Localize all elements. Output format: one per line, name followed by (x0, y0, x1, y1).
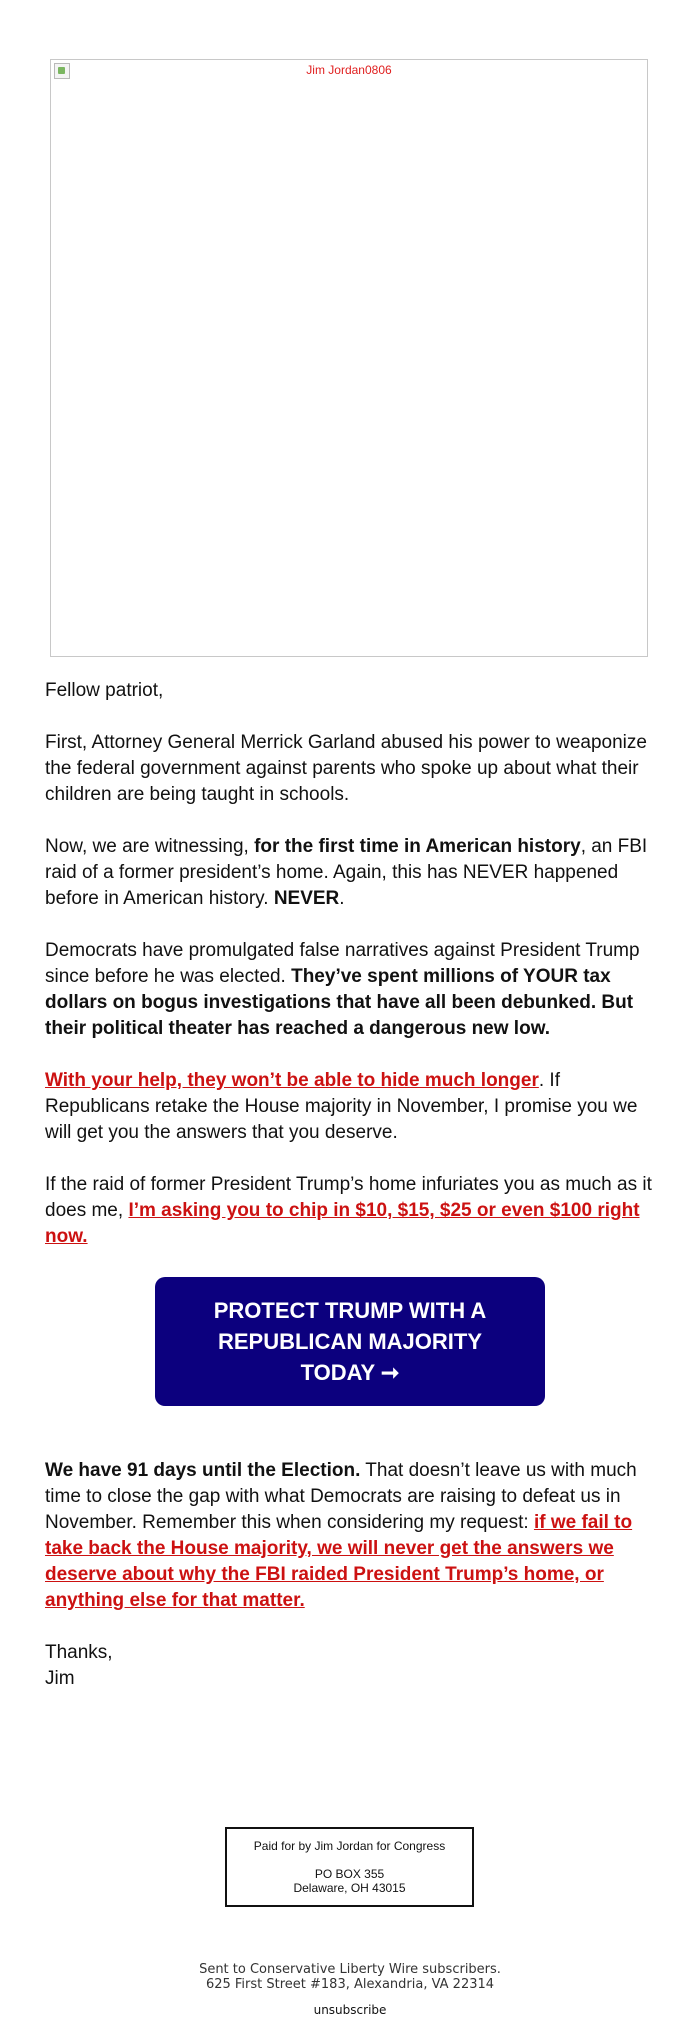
po-box: PO BOX 355 (314, 1867, 385, 1881)
bold-first-time: for the first time in American history (254, 836, 581, 857)
house-majority-link[interactable]: if we fail to take back the House majority, we will never get the answers we deserve about why the FBI raided President Trump’s home, or anything else for that matter. (45, 1512, 633, 1611)
city-state-zip: Delaware, OH 43015 (293, 1881, 406, 1895)
thanks: Thanks, (45, 1642, 113, 1663)
paragraph-fbi-raid: Now, we are witnessing, for the first time in American history, an FBI raid of a former president’s home. Again, this has NEVER happened before in American history. NEVER. (45, 836, 648, 909)
sign-off (45, 1640, 660, 1692)
paragraph-garland: First, Attorney General Merrick Garland abused his power to weaponize the federal government against parents who spoke up about what their children are being taught in schools. (45, 732, 647, 805)
protect-trump-button[interactable]: PROTECT TRUMP WITH A REPUBLICAN MAJORITY TODAY ➞ (155, 1277, 545, 1406)
paragraph-help: With your help, they won’t be able to hide much longer. If Republicans retake the House majority in November, I promise you we will get you the answers that you deserve. (45, 1070, 638, 1143)
email-body (45, 678, 660, 1276)
unsubscribe-container (0, 2003, 700, 2017)
sent-line: Sent to Conservative Liberty Wire subscribers. (199, 1962, 501, 1977)
paragraph-days-left: We have 91 days until the Election. That doesn’t leave us with much time to close the gap with what Democrats are raising to defeat us in November. Remember this when considering my request: if we fail to take back the House majority, we will never get the answers we deserve about why the FBI raided President Trump’s home, or anything else for that matter. (45, 1460, 637, 1611)
header-image (50, 59, 648, 657)
header-image-alt-text: Jim Jordan0806 (306, 63, 392, 77)
bold-days-until-election: We have 91 days until the Election. (45, 1460, 361, 1481)
unsubscribe-link[interactable]: unsubscribe (313, 2003, 387, 2017)
email-body-continued (45, 1458, 660, 1692)
bold-never: NEVER (273, 888, 340, 909)
chip-in-link[interactable]: I’m asking you to chip in $10, $15, $25 or even $100 right now. (45, 1200, 640, 1247)
signature: Jim (45, 1668, 75, 1689)
sent-to-notice (0, 1962, 700, 1992)
paid-for-disclaimer (225, 1827, 474, 1907)
greeting: Fellow patriot, (45, 680, 164, 701)
paid-for-text: Paid for by Jim Jordan for Congress (253, 1839, 446, 1853)
paragraph-democrats: Democrats have promulgated false narratives against President Trump since before he was elected. They’ve spent millions of YOUR tax dollars on bogus investigations that have all been debunked. But their political theater has reached a dangerous new low. (45, 940, 640, 1039)
help-link[interactable]: With your help, they won’t be able to hide much longer (45, 1070, 539, 1091)
bold-tax-dollars: They’ve spent millions of YOUR tax dollars on bogus investigations that have all been debunked. But their political theater has reached a dangerous new low. (45, 966, 634, 1039)
paragraph-ask: If the raid of former President Trump’s home infuriates you as much as it does me, I’m asking you to chip in $10, $15, $25 or even $100 right now. (45, 1174, 652, 1247)
sender-address: 625 First Street #183, Alexandria, VA 22314 (205, 1977, 495, 1992)
